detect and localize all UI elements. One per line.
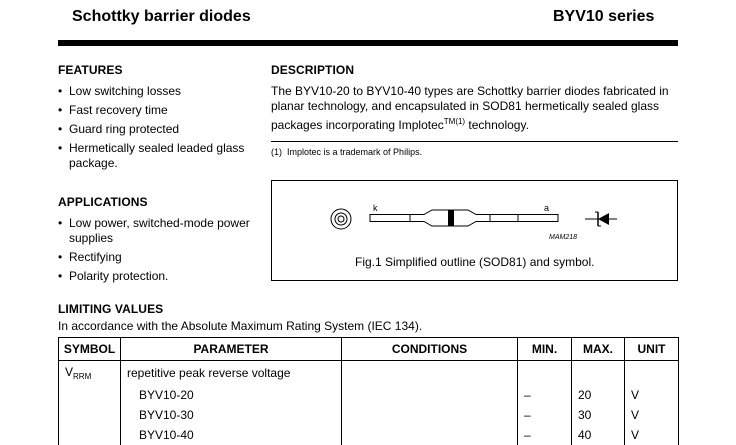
unit-cell [625, 361, 679, 386]
max-cell: 40 [572, 425, 625, 445]
column-header: SYMBOL [59, 338, 121, 361]
list-item: • Guard ring protected [58, 122, 258, 137]
max-cell: 20 [572, 385, 625, 405]
series-title: BYV10 series [553, 8, 655, 25]
unit-cell: V [625, 385, 679, 405]
document-title: Schottky barrier diodes [72, 8, 251, 25]
footnote-text: Implotec is a trademark of Philips. [287, 147, 423, 157]
anode-label: a [544, 203, 550, 213]
cathode-label: k [373, 203, 378, 213]
column-header: PARAMETER [121, 338, 342, 361]
unit-cell: V [625, 405, 679, 425]
diode-outline-drawing [320, 200, 630, 245]
table-header-row [59, 338, 679, 361]
diode-body-icon [370, 210, 558, 226]
max-cell [572, 361, 625, 386]
symbol-cell [59, 425, 121, 445]
table-row [59, 385, 679, 405]
list-item: • Fast recovery time [58, 103, 258, 118]
list-item: • Polarity protection. [58, 269, 258, 284]
applications-heading: APPLICATIONS [58, 195, 148, 209]
table-row [59, 405, 679, 425]
description-body: The BYV10-20 to BYV10-40 types are Schottky barrier diodes fabricated in planar technology, and encapsulated in SOD81 hermetically sealed glass packages incorporating Implotec [271, 84, 669, 132]
diode-symbol-icon [585, 212, 617, 226]
limiting-values-table [58, 337, 679, 445]
figure-caption: Fig.1 Simplified outline (SOD81) and symbol. [355, 255, 595, 269]
list-item: • Hermetically sealed leaded glass package. [58, 141, 254, 171]
footnote-number: (1) [271, 147, 282, 157]
list-item: • Low power, switched-mode power supplies [58, 216, 258, 246]
features-heading: FEATURES [58, 63, 123, 77]
symbol-cell [59, 361, 121, 386]
symbol-cell [59, 385, 121, 405]
symbol-main: V [65, 365, 74, 379]
min-cell: – [518, 425, 572, 445]
parameter-cell: BYV10-30 [121, 405, 342, 425]
footnote [271, 147, 422, 157]
min-cell: – [518, 385, 572, 405]
end-view-icon [331, 209, 351, 229]
min-cell [518, 361, 572, 386]
limiting-values-subtitle: In accordance with the Absolute Maximum Rating System (IEC 134). [58, 319, 423, 333]
column-header: CONDITIONS [342, 338, 518, 361]
conditions-cell [342, 385, 518, 405]
applications-list [58, 216, 258, 284]
trademark-superscript: TM(1) [443, 117, 466, 126]
column-header: UNIT [625, 338, 679, 361]
list-item: • Rectifying [58, 250, 258, 265]
limiting-values-heading: LIMITING VALUES [58, 302, 164, 316]
description-text [271, 84, 671, 133]
symbol-cell [59, 405, 121, 425]
min-cell: – [518, 405, 572, 425]
parameter-cell: BYV10-40 [121, 425, 342, 445]
description-end: technology. [465, 118, 529, 132]
parameter-cell: BYV10-20 [121, 385, 342, 405]
parameter-cell: repetitive peak reverse voltage [121, 361, 342, 386]
max-cell: 30 [572, 405, 625, 425]
drawing-code: MAM218 [549, 234, 578, 241]
features-list [58, 84, 258, 171]
column-header: MAX. [572, 338, 625, 361]
description-heading: DESCRIPTION [271, 63, 355, 77]
table-row [59, 425, 679, 445]
conditions-cell [342, 405, 518, 425]
footnote-rule [271, 141, 678, 142]
unit-cell: V [625, 425, 679, 445]
conditions-cell [342, 361, 518, 386]
header-rule [58, 40, 678, 46]
symbol-subscript: RRM [73, 372, 92, 381]
column-header: MIN. [518, 338, 572, 361]
table-row [59, 361, 679, 386]
list-item: • Low switching losses [58, 84, 258, 99]
conditions-cell [342, 425, 518, 445]
